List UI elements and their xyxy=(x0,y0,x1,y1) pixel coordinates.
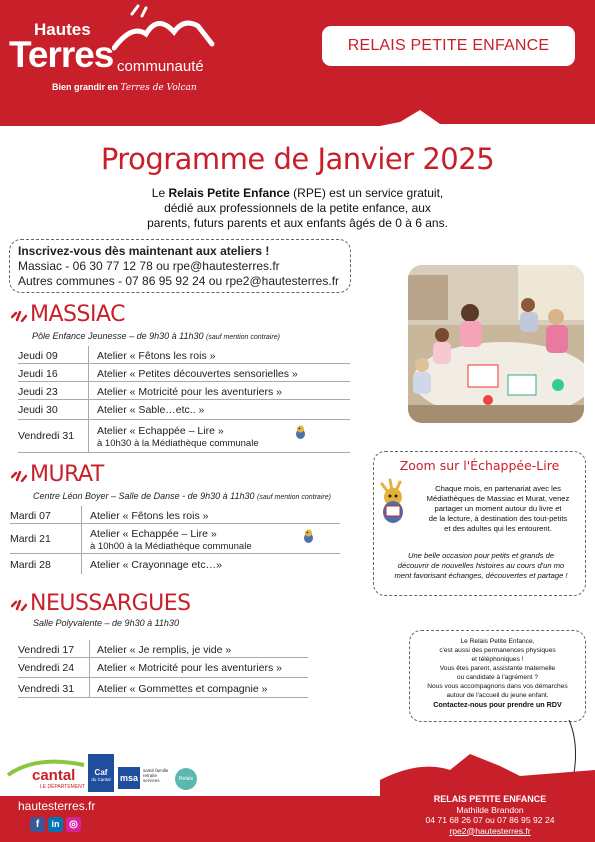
zoom-title: Zoom sur l'Échappée-Lire xyxy=(399,458,560,473)
row-day: Vendredi 31 xyxy=(18,430,75,442)
row-activity: Atelier « Sable…etc.. » xyxy=(97,404,205,416)
caf-logo: Caf du Cantal xyxy=(88,754,114,792)
mascot-icon xyxy=(302,528,315,544)
row-day: Vendredi 24 xyxy=(18,662,75,674)
row-activity: Atelier « Petites découvertes sensorielles » xyxy=(97,368,298,380)
row-day: Mardi 21 xyxy=(10,533,51,545)
signup-box xyxy=(9,239,351,293)
row-day: Jeudi 23 xyxy=(18,386,58,398)
massiac-subtitle: Pôle Enfance Jeunesse – de 9h30 à 11h30 (sauf mention contraire) xyxy=(32,331,280,341)
msa-logo: msa santé famille retraite services xyxy=(118,767,170,791)
row-activity: Atelier « Fêtons les rois » xyxy=(90,510,209,522)
signup-massiac: Massiac - 06 30 77 12 78 ou rpe@hautesterres.fr xyxy=(18,259,280,273)
mascot-icon xyxy=(294,424,307,440)
row-activity: Atelier « Gommettes et compagnie » xyxy=(97,683,268,695)
logo-communaute: communauté xyxy=(117,58,204,75)
row-day: Mardi 07 xyxy=(10,510,51,522)
contact-cta: Contactez-nous pour prendre un RDV xyxy=(433,700,562,709)
footer-email-link[interactable]: rpe2@hautesterres.fr xyxy=(449,825,531,836)
table-row xyxy=(18,382,350,400)
row-day: Jeudi 30 xyxy=(18,404,58,416)
rpe-badge: RELAIS PETITE ENFANCE xyxy=(322,26,575,66)
intro-text: Le Relais Petite Enfance (RPE) est un service gratuit, dédié aux professionnels de la petite enfance, aux parents, futurs parents et aux enfants âgés de 0 à 6 ans. xyxy=(147,186,448,230)
row-activity: Atelier « Motricité pour les aventuriers » xyxy=(97,386,282,398)
page-title: Programme de Janvier 2025 xyxy=(100,142,495,176)
mountains-logo-icon xyxy=(112,4,222,54)
row-day: Vendredi 17 xyxy=(18,644,75,656)
instagram-icon[interactable]: ◎ xyxy=(66,817,81,832)
facebook-icon[interactable]: f xyxy=(30,817,45,832)
mascot-icon xyxy=(376,478,410,526)
signup-autres: Autres communes - 07 86 95 92 24 ou rpe2@hautesterres.fr xyxy=(18,274,340,288)
table-row xyxy=(18,420,350,453)
logo-tagline: Bien grandir en Terres de Volcan xyxy=(52,82,197,93)
row-activity: Atelier « Echappée – Lire » à 10h30 à la Médiathèque communale xyxy=(97,425,259,449)
table-row xyxy=(10,554,340,574)
row-activity: Atelier « Fêtons les rois » xyxy=(97,350,216,362)
relais-logo: Relais xyxy=(175,768,197,790)
table-row xyxy=(18,658,308,678)
cantal-logo: cantal LE DÉPARTEMENT xyxy=(6,757,86,793)
table-row xyxy=(18,346,350,364)
row-activity: Atelier « Crayonnage etc…» xyxy=(90,559,222,571)
linkedin-icon[interactable]: in xyxy=(48,817,63,832)
contact-box: Le Relais Petite Enfance, c'est aussi des permanences physiques et téléphoniques ! Vous êtes parent, assistante maternelle ou candidate à l'agrément ? Nous vous accompagnons dans vos démarches autour de l'accueil du jeune enfant. Contactez-nous pour prendre un RDV xyxy=(409,630,586,722)
logo-terres: Terres xyxy=(9,34,114,75)
table-row xyxy=(18,640,308,658)
murat-dash-icon xyxy=(11,468,27,482)
row-day: Jeudi 09 xyxy=(18,350,58,362)
table-row xyxy=(18,678,308,698)
table-row xyxy=(10,506,340,524)
neussargues-title: NEUSSARGUES xyxy=(30,591,191,616)
logo-hautes: Hautes xyxy=(34,20,91,39)
footer-website-link[interactable]: hautesterres.fr xyxy=(18,799,96,813)
zoom-text: Chaque mois, en partenariat avec les Médiathèques de Massiac et Murat, venez partager un moment autour du livre et de la lecture, à destination des tout-petits et des adultes qui les entourent. xyxy=(426,484,570,533)
neussargues-subtitle: Salle Polyvalente – de 9h30 à 11h30 xyxy=(33,618,179,628)
table-row xyxy=(18,400,350,420)
row-activity: Atelier « Je remplis, je vide » xyxy=(97,644,232,656)
massiac-title: MASSIAC xyxy=(30,302,125,327)
signup-title: Inscrivez-vous dès maintenant aux ateliers ! xyxy=(18,244,270,258)
header-wave xyxy=(0,100,595,140)
children-workshop-photo xyxy=(408,265,584,423)
row-activity: Atelier « Echappée – Lire » à 10h00 à la Médiathèque communale xyxy=(90,528,252,552)
row-day: Jeudi 16 xyxy=(18,368,58,380)
murat-subtitle: Centre Léon Boyer – Salle de Danse - de 9h30 à 11h30 (sauf mention contraire) xyxy=(33,491,331,501)
row-day: Mardi 28 xyxy=(10,559,51,571)
massiac-dash-icon xyxy=(11,308,27,322)
table-row xyxy=(18,364,350,382)
row-day: Vendredi 31 xyxy=(18,683,75,695)
zoom-italic-text: Une belle occasion pour petits et grands de découvrir de nouvelles histoires au cours d'un mo ment favorisant échanges, découvertes et partage ! xyxy=(394,551,568,580)
murat-title: MURAT xyxy=(30,462,104,487)
footer-contact: RELAIS PETITE ENFANCE Mathilde Brandon 04 71 68 26 07 ou 07 86 95 92 24 rpe2@hautesterres.fr xyxy=(400,794,580,836)
neussargues-dash-icon xyxy=(11,597,27,611)
row-activity: Atelier « Motricité pour les aventuriers » xyxy=(97,662,282,674)
table-row xyxy=(10,524,340,554)
